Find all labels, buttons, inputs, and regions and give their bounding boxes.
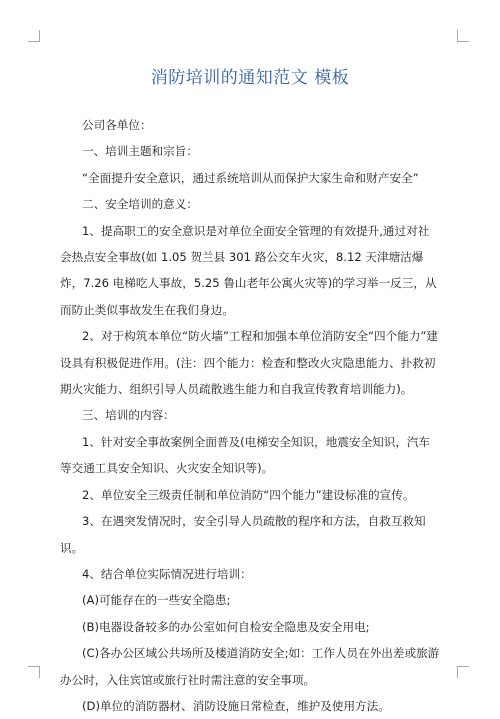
list-item-d: (D)单位的消防器材、消防设施日常检查，维护及使用方法。 (82, 698, 390, 713)
heading-training-significance: 二、安全培训的意义： (82, 197, 198, 212)
document-body (60, 112, 440, 719)
document-title: 消防培训的通知范文 模板 (150, 68, 350, 88)
crop-mark-bottom-right (457, 666, 469, 678)
paragraph-salutation: 公司各单位： (82, 118, 152, 132)
list-item-c: (C)各办公区域公共场所及楼道消防安全;如：工作人员在外出差或旅游办公时，入住宾馆或旅行社时需注意的安全事项。 (60, 646, 440, 687)
paragraph-content-3: 3、在遇突发情况时，安全引导人员疏散的程序和方法，自救互救知识。 (60, 514, 426, 555)
paragraph-theme-slogan: “全面提升安全意识，通过系统培训从而保护大家生命和财产安全” (82, 170, 419, 185)
list-item-b: (B)电器设备较多的办公室如何自检安全隐患及安全用电; (82, 619, 370, 634)
crop-mark-top-right (457, 30, 469, 42)
heading-training-content: 三、培训的内容： (82, 408, 175, 423)
list-item-a: (A)可能存在的一些安全隐患; (82, 593, 231, 608)
paragraph-significance-1: 1、提高职工的安全意识是对单位全面安全管理的有效提升,通过对社会热点安全事故(如 1.05 贺兰县 301 路公交车火灾，8.12 天津塘沽爆炸，7.26 电梯吃人事故，5.25 鲁山老年公寓火灾等)的学习举一反三，从而防止类似事故发生在我们身边。 (60, 223, 437, 317)
paragraph-content-2: 2、单位安全三级责任制和单位消防“四个能力”建设标准的宣传。 (82, 487, 415, 502)
crop-mark-top-left (28, 30, 40, 42)
paragraph-content-4: 4、结合单位实际情况进行培训： (82, 566, 252, 581)
heading-training-theme: 一、培训主题和宗旨： (82, 144, 198, 159)
crop-mark-bottom-left (28, 666, 40, 678)
paragraph-significance-2: 2、对于构筑本单位“防火墙”工程和加强本单位消防安全“四个能力”建设具有积极促进作用。(注：四个能力：检查和整改火灾隐患能力、扑救初期火灾能力、组织引导人员疏散逃生能力和自我宣传教育培训能力)。 (60, 329, 439, 397)
paragraph-content-1: 1、针对安全事故案例全面普及(电梯安全知识，地震安全知识，汽车等交通工具安全知识、火灾安全知识等)。 (60, 434, 431, 476)
